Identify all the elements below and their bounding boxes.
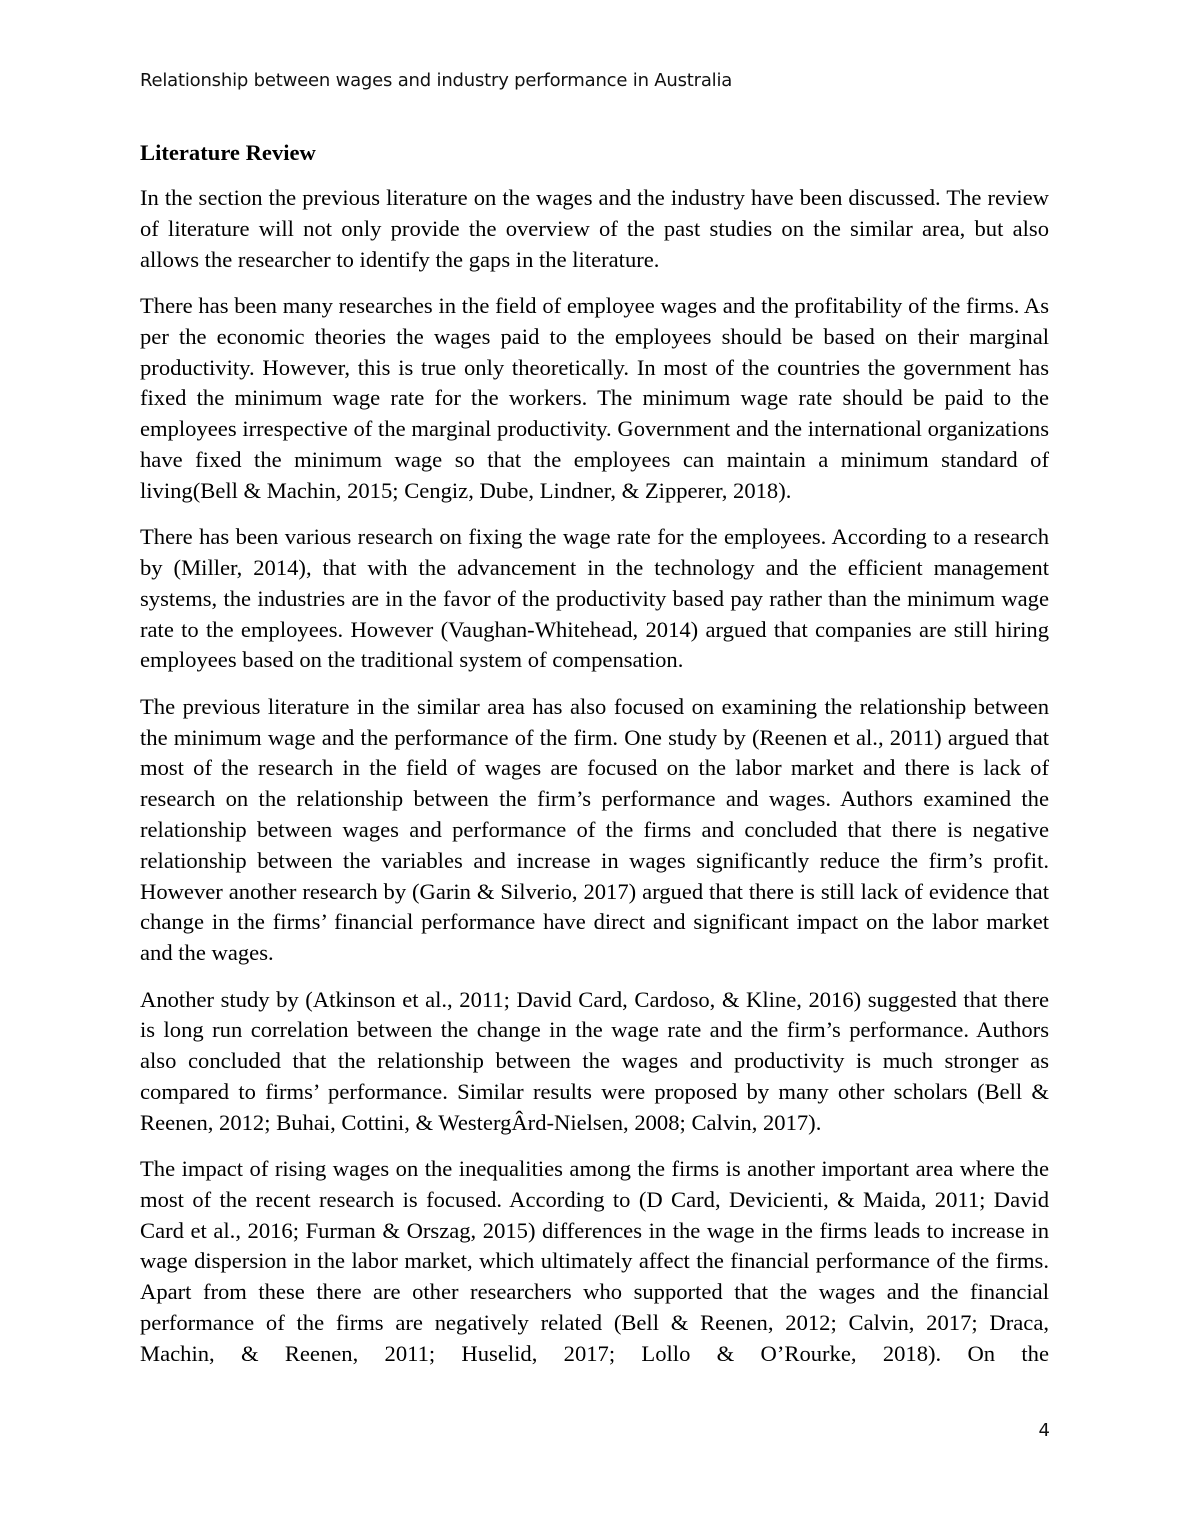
paragraph-6: The impact of rising wages on the inequalities among the firms is another important area where the most of the recent research is focused. According to (D Card, Devicienti, & Maida, 2011; David Card et al., 2016; Furman & Orszag, 2015) differences in the wage in the firms leads to increase in wage dispersion in the labor market, which ultimately affect the financial performance of the firms. Apart from these there are other researchers who supported that the wages and the financial performance of the firms are negatively related (Bell & Reenen, 2012; Calvin, 2017; Draca, Machin, & Reenen, 2011; Huselid, 2017; Lollo & O’Rourke, 2018). On the [140, 1156, 1049, 1366]
section-heading: Literature Review [140, 140, 316, 165]
paragraph-5: Another study by (Atkinson et al., 2011; David Card, Cardoso, & Kline, 2016) suggested that there is long run correlation between the change in the wage rate and the firm’s performance. Authors also concluded that the relationship between the wages and productivity is much stronger as compared to firms’ performance. Similar results were proposed by many other scholars (Bell & Reenen, 2012; Buhai, Cottini, & WestergÂrd-Nielsen, 2008; Calvin, 2017). [140, 986, 1049, 1135]
paragraph-4: The previous literature in the similar area has also focused on examining the relationship between the minimum wage and the performance of the firm. One study by (Reenen et al., 2011) argued that most of the research in the field of wages are focused on the labor market and there is lack of research on the relationship between the firm’s performance and wages. Authors examined the relationship between wages and performance of the firms and concluded that there is negative relationship between the variables and increase in wages significantly reduce the firm’s profit. However another research by (Garin & Silverio, 2017) argued that there is still lack of evidence that change in the firms’ financial performance have direct and significant impact on the labor market and the wages. [140, 693, 1049, 966]
paragraph-2: There has been many researches in the field of employee wages and the profitability of the firms. As per the economic theories the wages paid to the employees should be based on their marginal productivity. However, this is true only theoretically. In most of the countries the government has fixed the minimum wage rate for the workers. The minimum wage rate should be paid to the employees irrespective of the marginal productivity. Government and the international organizations have fixed the minimum wage so that the employees can maintain a minimum standard of living(Bell & Machin, 2015; Cengiz, Dube, Lindner, & Zipperer, 2018). [140, 292, 1049, 503]
page-number: 4 [1038, 1420, 1050, 1441]
paragraph-1: In the section the previous literature on the wages and the industry have been discussed. The review of literature will not only provide the overview of the past studies on the similar area, but also allows the researcher to identify the gaps in the literature. [140, 185, 1049, 272]
document-body [140, 138, 1049, 1385]
running-header: Relationship between wages and industry performance in Australia [140, 70, 733, 91]
paragraph-3: There has been various research on fixing the wage rate for the employees. According to a research by (Miller, 2014), that with the advancement in the technology and the efficient management systems, the industries are in the favor of the productivity based pay rather than the minimum wage rate to the employees. However (Vaughan-Whitehead, 2014) argued that companies are still hiring employees based on the traditional system of compensation. [140, 524, 1049, 673]
